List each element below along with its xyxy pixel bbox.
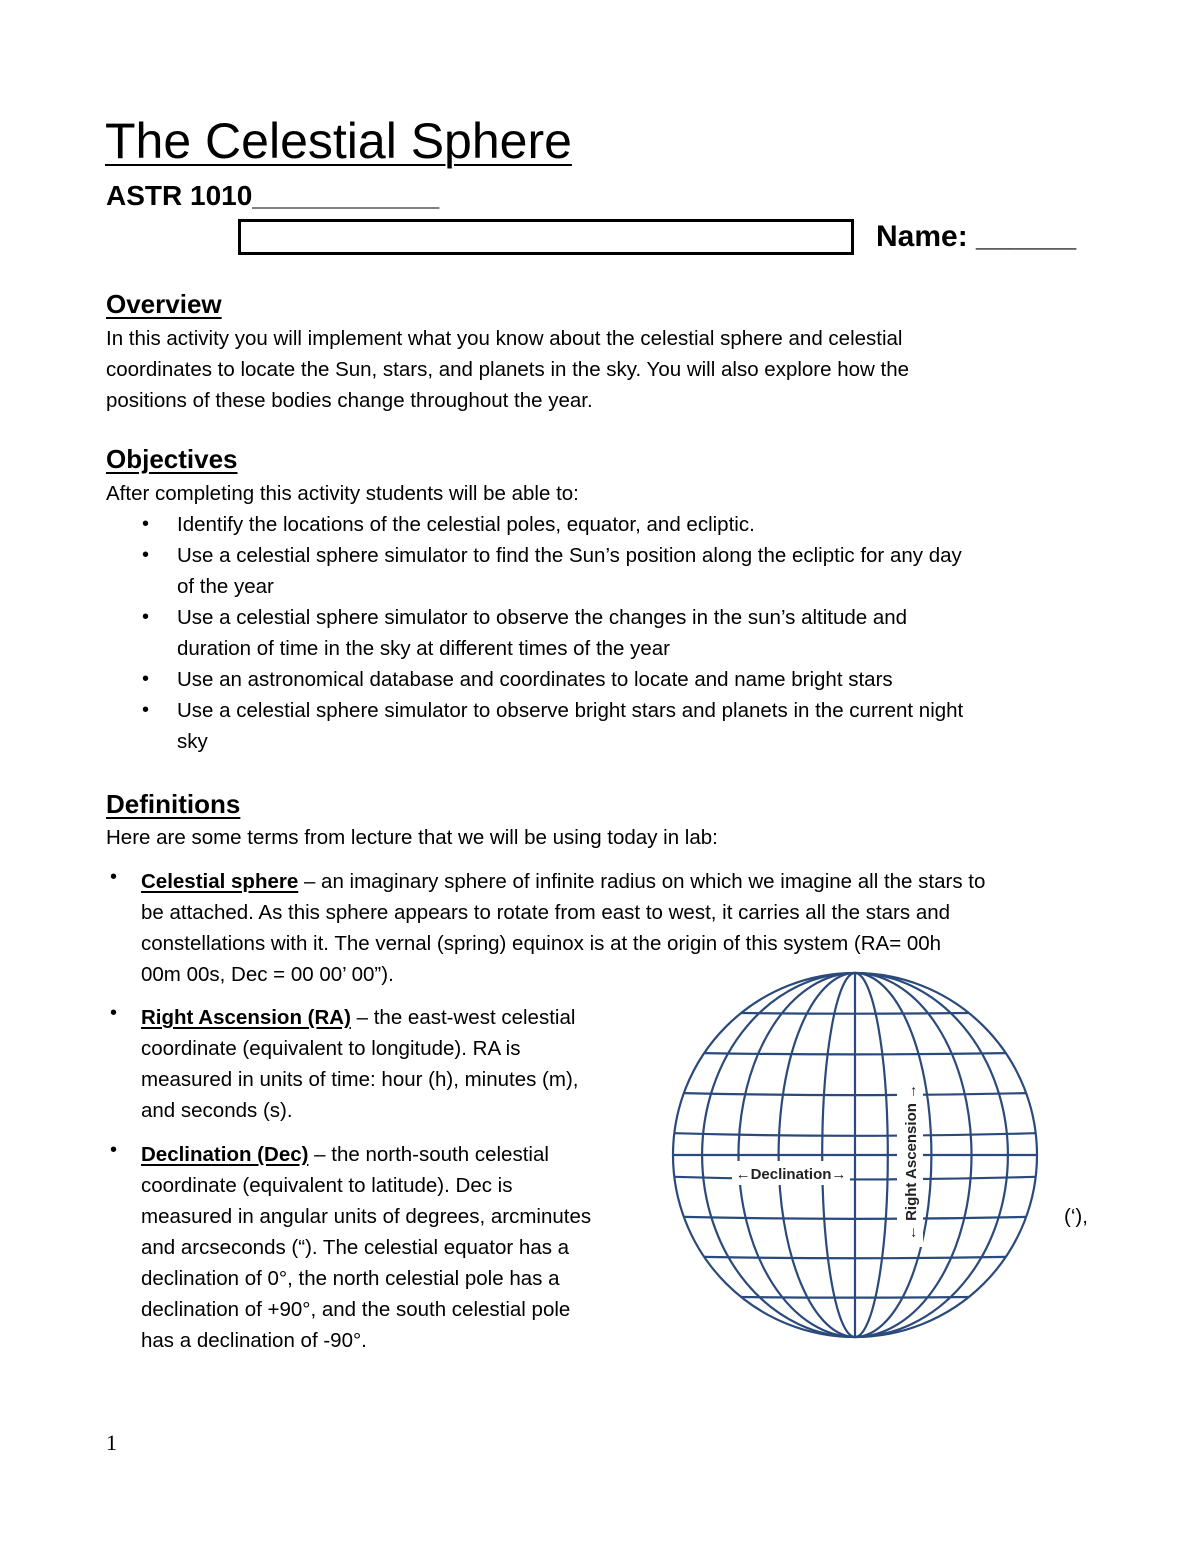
definition-right-ascension: Right Ascension (RA) – the east-west celestial coordinate (equivalent to longitude). RA is measured in units of time: hour (h), minutes (m), and seconds (s).	[141, 1006, 579, 1122]
bullet-icon: •	[142, 668, 150, 690]
celestial-sphere-diagram	[670, 965, 1060, 1355]
arcminute-symbol: (‘),	[1064, 1205, 1088, 1228]
definitions-intro: Here are some terms from lecture that we will be using today in lab:	[106, 826, 718, 849]
objectives-intro: After completing this activity students will be able to:	[106, 482, 579, 505]
right-ascension-label: ← Right Ascension →	[903, 1083, 920, 1241]
page-title: The Celestial Sphere	[105, 113, 572, 169]
objectives-list	[142, 509, 964, 757]
page-number: 1	[106, 1430, 117, 1455]
bullet-icon: •	[110, 1002, 118, 1024]
definition-celestial-sphere: Celestial sphere – an imaginary sphere of infinite radius on which we imagine all the stars to be attached. As this sphere appears to rotate from east to west, it carries all the stars and constellations with it. The vernal (spring) equinox is at the origin of this system (RA= 00h 00m 00s, Dec = 00 00’ 00”).	[141, 870, 986, 986]
globe-parallel	[741, 1297, 969, 1298]
overview-text	[106, 323, 909, 416]
bullet-icon: •	[142, 699, 150, 721]
objectives-heading: Objectives	[106, 444, 238, 474]
overview-line: coordinates to locate the Sun, stars, and planets in the sky. You will also explore how the	[106, 358, 910, 381]
term-celestial-sphere: Celestial sphere	[141, 870, 299, 893]
bullet-icon: •	[142, 606, 150, 628]
list-item: • Use a celestial sphere simulator to observe the changes in the sun’s altitude and duration of time in the sky at different times of the year	[177, 602, 963, 664]
list-item: • Use an astronomical database and coordinates to locate and name bright stars	[177, 664, 963, 695]
list-item: • Use a celestial sphere simulator to observe bright stars and planets in the current night sky	[177, 695, 963, 757]
bullet-icon: •	[142, 544, 150, 566]
globe-parallel	[741, 1013, 969, 1014]
overview-line: In this activity you will implement what you know about the celestial sphere and celestial	[106, 327, 903, 350]
name-label: Name: ______	[876, 220, 1077, 253]
overview-line: positions of these bodies change throughout the year.	[106, 389, 593, 412]
course-code: ASTR 1010____________	[106, 180, 440, 211]
definitions-heading: Definitions	[106, 789, 241, 819]
bullet-icon: •	[110, 866, 118, 888]
bullet-icon: •	[110, 1139, 118, 1161]
overview-heading: Overview	[106, 289, 222, 319]
declination-label: ←Declination→	[735, 1166, 847, 1183]
name-entry-box[interactable]	[238, 219, 854, 255]
definition-declination: Declination (Dec) – the north-south celestial coordinate (equivalent to latitude). Dec is measured in angular units of degrees, arcminutes and arcseconds (“). The celestial equator has a declination of 0°, the north celestial pole has a declination of +90°, and the south celestial pole has a declination of -90°.	[141, 1143, 592, 1352]
list-item: • Use a celestial sphere simulator to find the Sun’s position along the ecliptic for any day of the year	[177, 540, 963, 602]
term-right-ascension: Right Ascension (RA)	[141, 1006, 351, 1029]
bullet-icon: •	[142, 513, 150, 535]
list-item: • Identify the locations of the celestial poles, equator, and ecliptic.	[177, 509, 963, 540]
term-declination: Declination (Dec)	[141, 1143, 309, 1166]
